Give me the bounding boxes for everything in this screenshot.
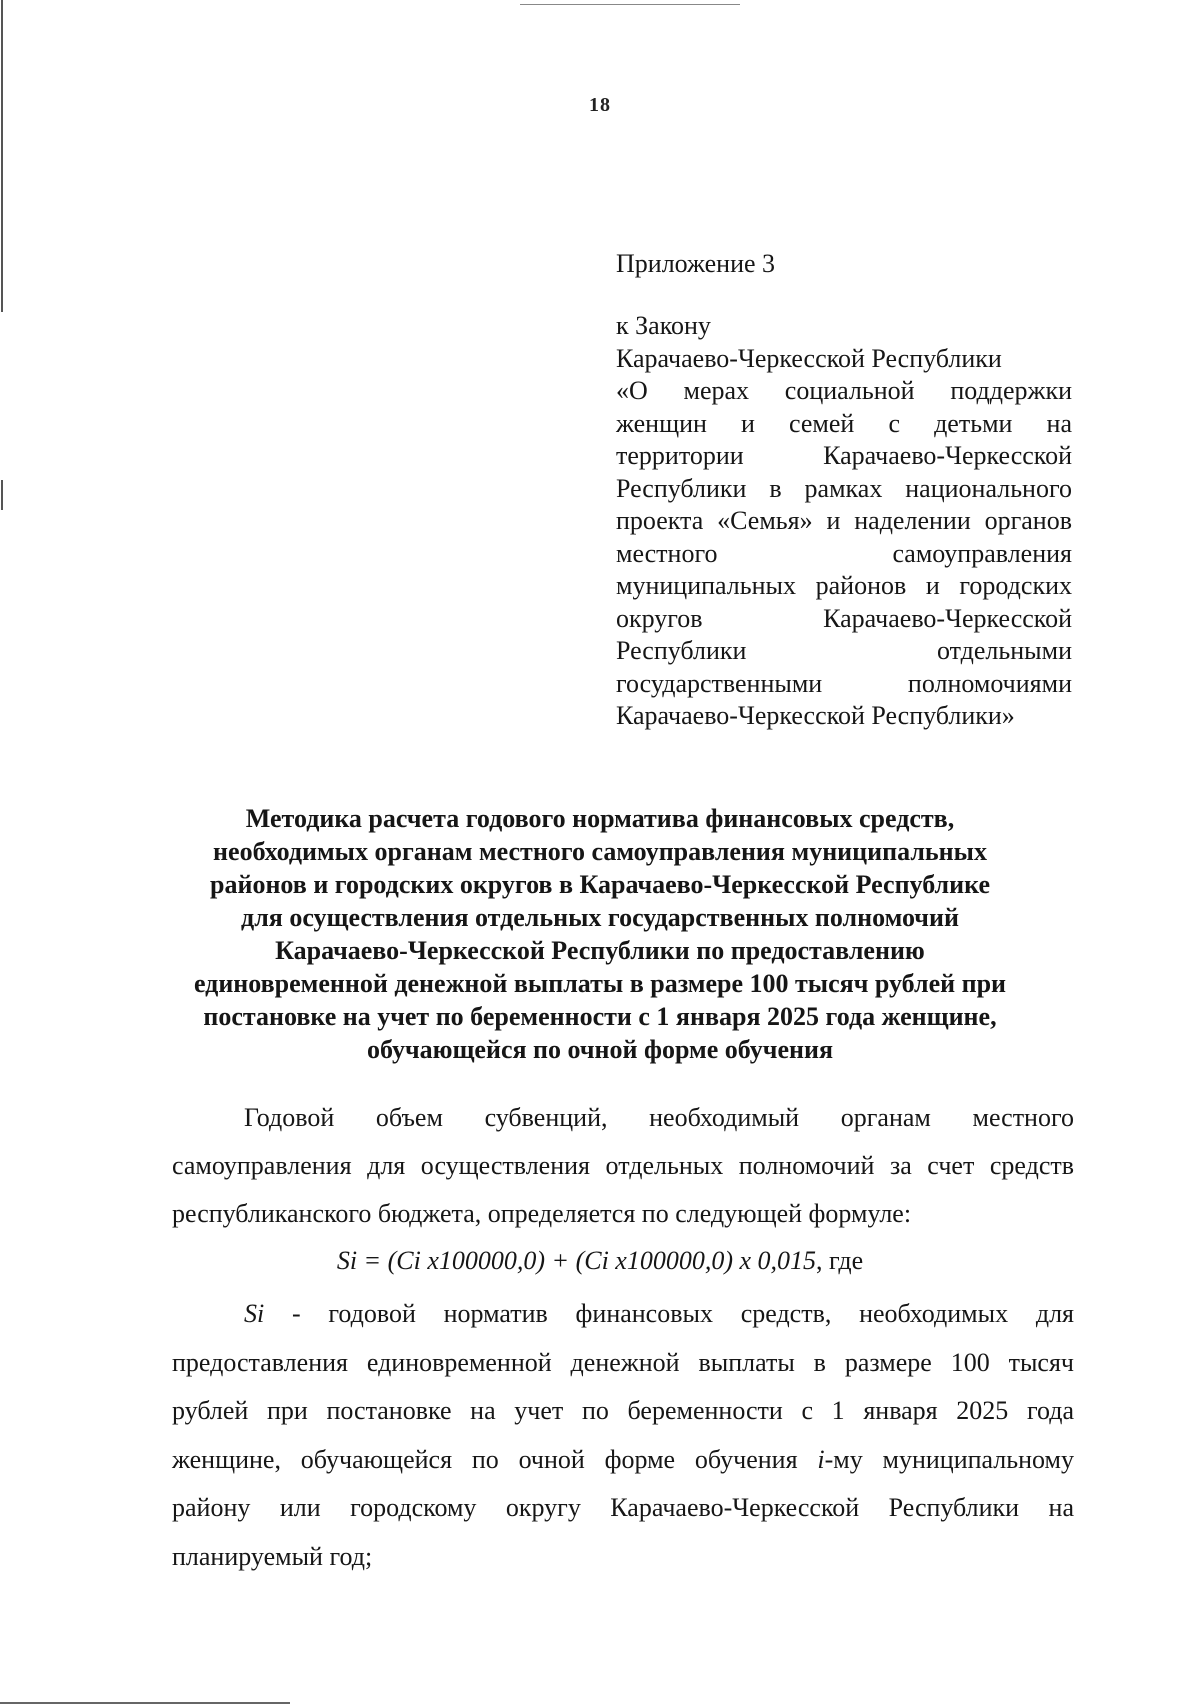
paragraph-line: самоуправления для осуществления отдельных полномочий за счет средств <box>172 1151 1074 1180</box>
appendix-line: Республики отдельными <box>616 636 1072 665</box>
appendix-reference <box>616 310 1072 733</box>
title-line: районов и городских округов в Карачаево-Черкесской Республике <box>210 870 990 899</box>
title-line: единовременной денежной выплаты в размере 100 тысяч рублей при <box>193 969 1007 998</box>
paragraph-line: предоставления единовременной денежной выплаты в размере 100 тысяч <box>172 1347 1074 1377</box>
page-number: 18 <box>589 94 611 116</box>
paragraph-si-definition <box>172 1290 1074 1581</box>
appendix-line: муниципальных районов и городских <box>616 571 1072 600</box>
scan-edge-left-top <box>1 0 3 312</box>
scan-edge-left-mid <box>1 480 3 510</box>
paragraph-line: планируемый год; <box>172 1541 373 1571</box>
line-text: - годовой норматив финансовых средств, необходимых для <box>264 1299 1074 1328</box>
scan-edge-top <box>520 4 740 5</box>
title-line: необходимых органам местного самоуправления муниципальных <box>213 837 987 866</box>
formula-expression: Si = (Ci x100000,0) + (Ci x100000,0) x 0,015 <box>336 1246 817 1275</box>
symbol-si: Si <box>244 1299 265 1328</box>
scan-edge-bottom <box>0 1702 290 1704</box>
appendix-line: Карачаево-Черкесской Республики <box>616 343 1002 373</box>
formula-suffix: , где <box>816 1246 864 1275</box>
paragraph-line: району или городскому округу Карачаево-Черкесской Республики на <box>172 1493 1074 1522</box>
title-line: постановке на учет по беременности с 1 января 2025 года женщине, <box>203 1002 997 1031</box>
paragraph-line <box>172 1290 1074 1339</box>
title-line: обучающейся по очной форме обучения <box>366 1035 834 1064</box>
appendix-title: Приложение 3 <box>616 249 776 278</box>
formula <box>0 1241 1200 1281</box>
appendix-line: округов Карачаево-Черкесской <box>616 603 1072 633</box>
appendix-line: местного самоуправления <box>616 538 1072 568</box>
appendix-line: «О мерах социальной поддержки <box>616 376 1072 405</box>
appendix-line: проекта «Семья» и наделении органов <box>616 506 1072 535</box>
symbol-i: i <box>817 1444 825 1474</box>
paragraph-line <box>172 1436 1074 1485</box>
paragraph-line: Годовой объем субвенций, необходимый органам местного <box>244 1103 1074 1132</box>
title-line: Методика расчета годового норматива финансовых средств, <box>245 804 955 833</box>
line-text: -му муниципальному <box>824 1444 1075 1474</box>
title-line: для осуществления отдельных государственных полномочий <box>241 903 959 932</box>
line-text: женщине, обучающейся по очной форме обучения <box>172 1444 818 1474</box>
appendix-line: территории Карачаево-Черкесской <box>616 441 1072 470</box>
title-line: Карачаево-Черкесской Республики по предоставлению <box>275 936 925 965</box>
paragraph-subvention-volume <box>172 1094 1074 1238</box>
appendix-line: государственными полномочиями <box>616 668 1072 698</box>
appendix-line: Карачаево-Черкесской Республики» <box>616 701 1015 730</box>
paragraph-line: рублей при постановке на учет по беременности с 1 января 2025 года <box>172 1396 1074 1425</box>
methodology-title <box>150 802 1050 1066</box>
appendix-line: женщин и семей с детьми на <box>616 408 1072 438</box>
appendix-line: Республики в рамках национального <box>616 473 1072 503</box>
appendix-line: к Закону <box>616 311 711 340</box>
paragraph-line: республиканского бюджета, определяется по следующей формуле: <box>172 1199 912 1228</box>
